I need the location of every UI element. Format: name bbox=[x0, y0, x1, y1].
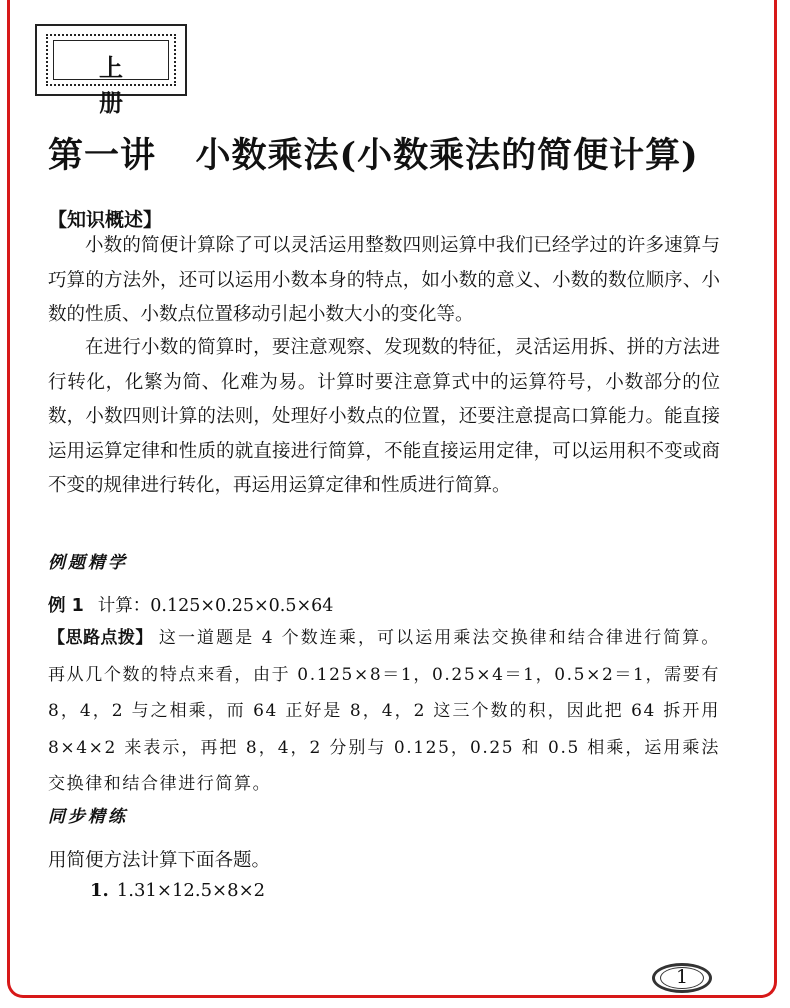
knowledge-paragraph: 在进行小数的简算时，要注意观察、发现数的特征，灵活运用拆、拼的方法进行转化，化繁为简、化难为易。计算时要注意算式中的运算符号，小数部分的位数，小数四则计算的法则，处理好小数点的位置，还要注意提高口算能力。能直接运用运算定律和性质的就直接进行简算，不能直接运用定律，可以运用积不变或商不变的规律进行转化，再运用运算定律和性质进行简算。 bbox=[48, 337, 720, 497]
practice-item-number: 1. bbox=[90, 880, 109, 901]
hint-label: 【思路点拨】 bbox=[48, 628, 153, 648]
lecture-title: 第一讲 小数乘法(小数乘法的简便计算) bbox=[48, 135, 699, 176]
example-problem bbox=[48, 592, 333, 617]
example-section-heading: 例题精学 bbox=[48, 553, 128, 573]
hint-block bbox=[48, 620, 720, 803]
knowledge-heading: 【知识概述】 bbox=[48, 209, 163, 231]
example-problem-text: 计算：0.125×0.25×0.5×64 bbox=[97, 596, 334, 616]
practice-intro: 用简便方法计算下面各题。 bbox=[48, 850, 271, 871]
practice-section-heading: 同步精练 bbox=[48, 807, 128, 827]
page-number: 1 bbox=[675, 966, 689, 988]
hint-text: 这一道题是 4 个数连乘，可以运用乘法交换律和结合律进行简算。再从几个数的特点来看，由于 0.125×8＝1，0.25×4＝1，0.5×2＝1，需要有 8，4，2 与之相乘，而 64 正好是 8，4，2 这三个数的积，因此把 64 拆开用 8×4×2 来表示，再把 8，4，2 分别与 0.125，0.25 和 0.5 相乘，运用乘法交换律和结合律进行简算。 bbox=[48, 628, 720, 794]
volume-label-frame bbox=[35, 24, 187, 117]
knowledge-paragraph: 小数的简便计算除了可以灵活运用整数四则运算中我们已经学过的许多速算与巧算的方法外，还可以运用小数本身的特点，如小数的意义、小数的数位顺序、小数的性质、小数点位置移动引起小数大小的变化等。 bbox=[48, 235, 720, 326]
practice-item-expression: 1.31×12.5×8×2 bbox=[116, 880, 266, 901]
page-number-badge bbox=[652, 963, 712, 993]
example-label: 例 1 bbox=[48, 596, 84, 616]
practice-item bbox=[90, 880, 265, 901]
volume-label: 上 册 bbox=[99, 53, 149, 117]
